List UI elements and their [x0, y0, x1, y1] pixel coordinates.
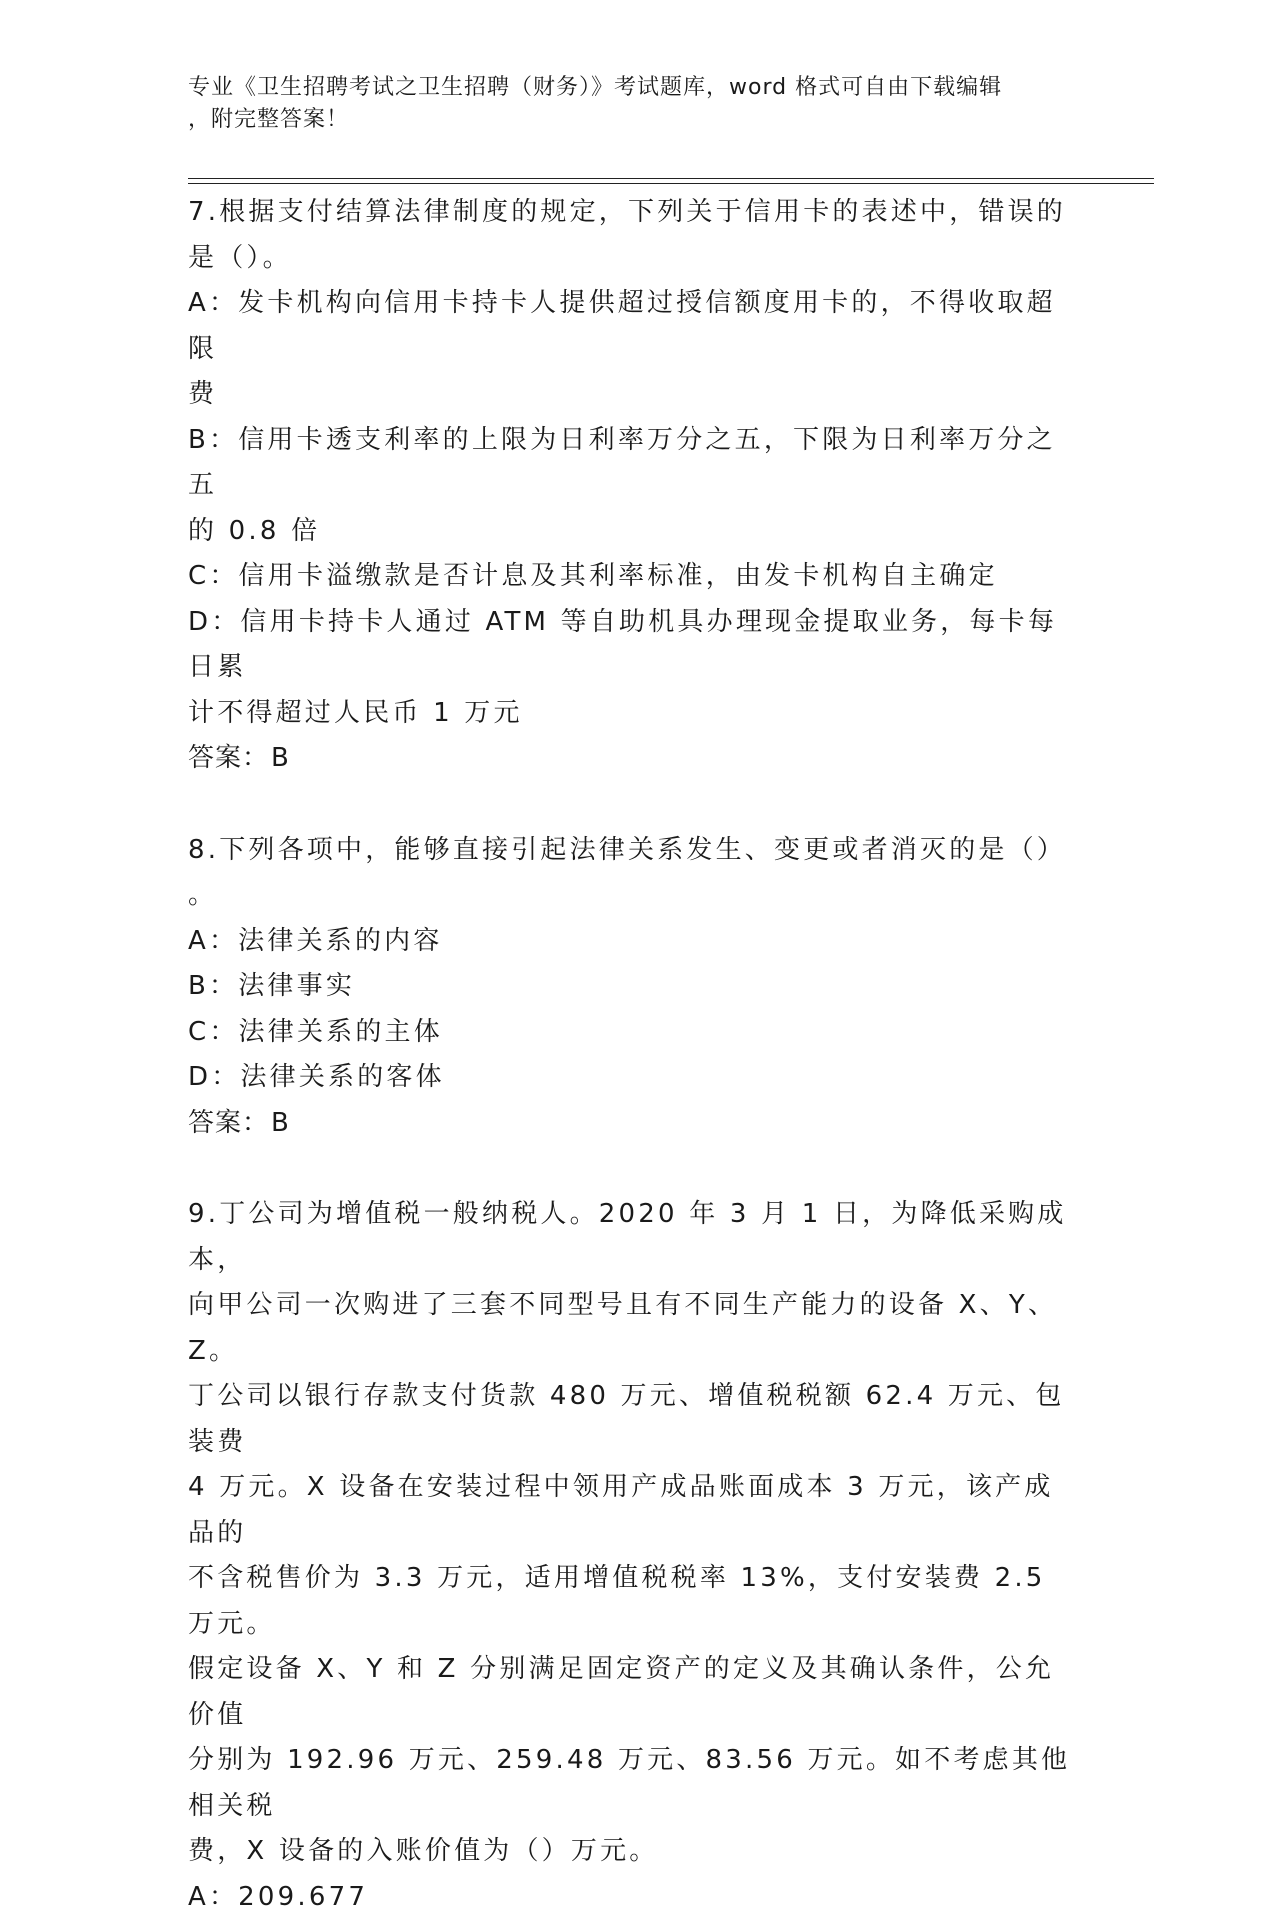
- option-d: D：信用卡持卡人通过 ATM 等自助机具办理现金提取业务，每卡每日累: [188, 600, 1078, 691]
- option-b-cont: 的 0.8 倍: [188, 509, 1078, 555]
- header-line: 专业《卫生招聘考试之卫生招聘（财务）》考试题库，word 格式可自由下载编辑: [188, 72, 1068, 104]
- option-a: A：209.677: [188, 1875, 1078, 1920]
- question-list: [188, 190, 1078, 1920]
- answer-label: 答案：: [188, 1108, 269, 1138]
- header-line: ，附完整答案！: [188, 104, 1068, 136]
- option-a-cont: 费: [188, 372, 1078, 418]
- option-a: A：法律关系的内容: [188, 919, 1078, 965]
- question-stem-line: 9.丁公司为增值税一般纳税人。2020 年 3 月 1 日，为降低采购成本，: [188, 1192, 1078, 1283]
- question-stem-line: 分别为 192.96 万元、259.48 万元、83.56 万元。如不考虑其他相关税: [188, 1738, 1078, 1829]
- question-stem-line: 是（）。: [188, 236, 1078, 282]
- document-header: [188, 72, 1068, 136]
- option-a: A：发卡机构向信用卡持卡人提供超过授信额度用卡的，不得收取超限: [188, 281, 1078, 372]
- question-stem-line: 4 万元。X 设备在安装过程中领用产成品账面成本 3 万元，该产成品的: [188, 1465, 1078, 1556]
- question-stem-line: 向甲公司一次购进了三套不同型号且有不同生产能力的设备 X、Y、Z。: [188, 1283, 1078, 1374]
- question-stem-line: 费，X 设备的入账价值为（）万元。: [188, 1829, 1078, 1875]
- question-stem-line: 丁公司以银行存款支付货款 480 万元、增值税税额 62.4 万元、包装费: [188, 1374, 1078, 1465]
- question-stem-line: 假定设备 X、Y 和 Z 分别满足固定资产的定义及其确认条件，公允价值: [188, 1647, 1078, 1738]
- question-stem-line: 7.根据支付结算法律制度的规定，下列关于信用卡的表述中，错误的: [188, 190, 1078, 236]
- option-b: B：法律事实: [188, 964, 1078, 1010]
- option-d-cont: 计不得超过人民币 1 万元: [188, 691, 1078, 737]
- question-9: [188, 1192, 1078, 1920]
- question-stem-line: 8.下列各项中，能够直接引起法律关系发生、变更或者消灭的是（）: [188, 828, 1078, 874]
- option-c: C：信用卡溢缴款是否计息及其利率标准，由发卡机构自主确定: [188, 554, 1078, 600]
- option-c: C：法律关系的主体: [188, 1010, 1078, 1056]
- answer-label: 答案：: [188, 743, 269, 773]
- answer-line: [188, 736, 1078, 782]
- question-stem-line: 。: [188, 873, 1078, 919]
- question-8: [188, 828, 1078, 1147]
- option-d: D：法律关系的客体: [188, 1055, 1078, 1101]
- option-b: B：信用卡透支利率的上限为日利率万分之五，下限为日利率万分之五: [188, 418, 1078, 509]
- answer-value: B: [271, 1108, 290, 1138]
- answer-line: [188, 1101, 1078, 1147]
- answer-value: B: [271, 743, 290, 773]
- question-stem-line: 不含税售价为 3.3 万元，适用增值税税率 13%，支付安装费 2.5 万元。: [188, 1556, 1078, 1647]
- header-divider: [188, 178, 1154, 179]
- header-divider: [188, 183, 1154, 184]
- question-7: [188, 190, 1078, 782]
